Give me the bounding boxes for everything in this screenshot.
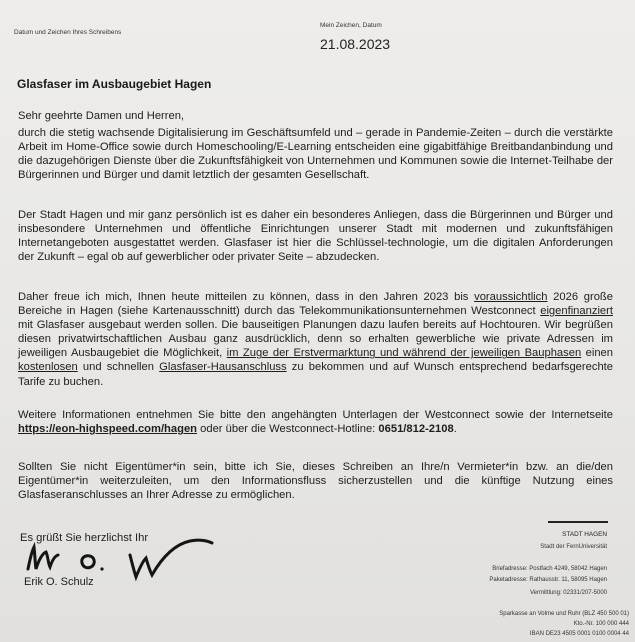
switchboard-number: Vermittlung: 02331/207-5000	[529, 590, 607, 596]
text-segment: einen	[581, 347, 613, 360]
text-segment: zu bekommen und auf Wunsch entsprechend bedarfsgerechte Tarife zu buchen.	[18, 361, 614, 388]
text-segment: .	[453, 423, 457, 436]
letter-address: Briefadresse: Postfach 4249, 58042 Hagen	[492, 566, 607, 572]
underlined-text: voraussichtlich	[474, 291, 548, 303]
closing-line: Es grüßt Sie herzlichst Ihr	[20, 532, 149, 544]
text-segment: oder über die Westconnect-Hotline:	[197, 423, 379, 436]
bank-name: Sparkasse an Volme und Ruhr (BLZ 450 500 01)	[499, 611, 629, 617]
bank-account: Kto.-Nr. 100 000 444	[573, 621, 629, 627]
bank-iban: IBAN DE23 4505 0001 0100 0004 44	[529, 631, 629, 637]
parcel-address: Paketadresse: Rathausstr. 11, 58095 Hagen	[489, 577, 607, 583]
sender-subtitle: Stadt der FernUniversität	[540, 544, 607, 550]
text-segment: mit Glasfaser ausgebaut werden sollen. Die bauseitigen Planungen dazu laufen bereits auf Hochtouren. Wir begrüßen diesen privatwirtschaftlichen Ausbau ganz ausdrücklich, denn so erhalten gewerbliche wie private Adressen im jeweiligen Ausbaugebiet die Möglichkeit,	[18, 319, 613, 360]
sender-rule	[548, 521, 608, 523]
text-segment: Daher freue ich mich, Ihnen heute mitteilen zu können, dass in den Jahren 2023 bis	[18, 291, 475, 303]
letter-subject: Glasfaser im Ausbaugebiet Hagen	[17, 77, 212, 91]
paragraph-digitalization: durch die stetig wachsende Digitalisierung im Geschäftsumfeld und – gerade in Pandemie-Zeiten – durch die verstärkte Arbeit im Home-Office sowie durch Homeschooling/E-Learning entscheiden eine gigabitfähige Breitbandanbindung und die dazugehörigen Dienste über die Zukunftsfähigkeit von Unternehmen und Kommunen sowie die Internet-Teilhabe der Bürgerinnen und Bürger und damit letztlich der gesamten Gesellschaft.	[18, 127, 613, 182]
letter-date: 21.08.2023	[320, 36, 391, 52]
paragraph-owner-note: Sollten Sie nicht Eigentümer*in sein, bitte ich Sie, dieses Schreiben an Ihre/n Vermieter*in bzw. an die/den Eigentümer*in weiterzuleiten, um den Informationsfluss sicherzustellen und die künftige Nutzung eines Glasfaseranschlusses an Ihrer Adresse zu ermöglichen.	[18, 461, 613, 502]
text-segment: 2026 große Bereiche in Hagen (siehe Kartenausschnitt) durch das Telekommunikationsunternehmen Westconnect	[18, 291, 613, 318]
underlined-text: kostenlosen	[18, 361, 78, 374]
text-segment: und schnellen	[77, 361, 160, 374]
paragraph-city-concern: Der Stadt Hagen und mir ganz persönlich ist es daher ein besonderes Anliegen, dass die Bürgerinnen und Bürger und insbesondere Unternehmen und öffentliche Einrichtungen unserer Stadt mit modernen und zukunftsfähigen Internetangeboten ausgestattet werden. Glasfaser ist hier die Schlüssel-technologie, um die digitalen Anforderungen der Zukunft – egal ob auf gewerblicher oder privater Seite – abzudecken.	[18, 209, 613, 264]
paragraph-expansion	[18, 290, 613, 389]
paragraph-more-info	[18, 408, 613, 436]
hotline-number: 0651/812-2108	[378, 423, 454, 436]
underlined-text: im Zuge der Erstvermarktung und während der jeweiligen Bauphasen	[226, 347, 582, 360]
underlined-text: Glasfaser-Hausanschluss	[159, 361, 287, 374]
website-link[interactable]: https://eon-highspeed.com/hagen	[18, 423, 198, 436]
underlined-text: eigenfinanziert	[540, 305, 613, 318]
salutation: Sehr geehrte Damen und Herren,	[18, 110, 185, 122]
text-segment: Weitere Informationen entnehmen Sie bitte den angehängten Unterlagen der Westconnect sowie der Internetseite	[18, 409, 613, 421]
sender-title: STADT HAGEN	[562, 531, 607, 538]
signer-name: Erik O. Schulz	[24, 576, 94, 588]
your-reference-label: Datum und Zeichen Ihres Schreibens	[14, 29, 122, 36]
my-reference-label: Mein Zeichen, Datum	[320, 22, 382, 29]
